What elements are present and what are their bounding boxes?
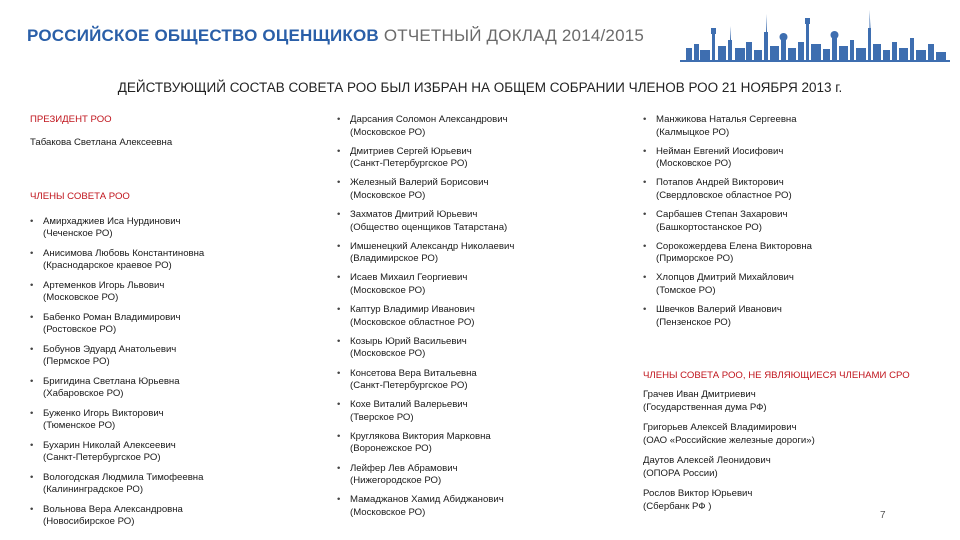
list-item: Григорьев Алексей Владимирович (ОАО «Российские железные дороги»)	[643, 422, 815, 447]
president-heading: ПРЕЗИДЕНТ РОО	[30, 114, 112, 125]
list-item: • Железный Валерий Борисович (Московское РО)	[337, 177, 627, 209]
org-name: РОССИЙСКОЕ ОБЩЕСТВО ОЦЕНЩИКОВ	[27, 26, 379, 45]
list-item: • Артеменков Игорь Львович (Московское РО)	[30, 280, 320, 312]
list-item: • Каптур Владимир Иванович (Московское областное РО)	[337, 304, 627, 336]
list-item: • Консетова Вера Витальевна (Санкт-Петербургское РО)	[337, 368, 627, 400]
list-item: • Лейфер Лев Абрамович (Нижегородское РО)	[337, 463, 627, 495]
list-item: • Дмитриев Сергей Юрьевич (Санкт-Петербургское РО)	[337, 146, 627, 178]
list-item: • Манжикова Наталья Сергеевна (Калмыцкое РО)	[643, 114, 943, 146]
list-item: • Кохе Виталий Валерьевич (Тверское РО)	[337, 399, 627, 431]
list-item: • Вологодская Людмила Тимофеевна (Калининградское РО)	[30, 472, 320, 504]
report-title: ОТЧЕТНЫЙ ДОКЛАД 2014/2015	[383, 26, 645, 45]
council-list-left	[30, 216, 320, 536]
page-number: 7	[880, 510, 886, 521]
list-item: • Сарбашев Степан Захарович (Башкортостанское РО)	[643, 209, 943, 241]
nonmembers-heading: ЧЛЕНЫ СОВЕТА РОО, НЕ ЯВЛЯЮЩИЕСЯ ЧЛЕНАМИ СРО	[643, 369, 910, 381]
list-item: • Сорокожердева Елена Викторовна (Приморское РО)	[643, 241, 943, 273]
page-headline: ДЕЙСТВУЮЩИЙ СОСТАВ СОВЕТА РОО БЫЛ ИЗБРАН НА ОБЩЕМ СОБРАНИИ ЧЛЕНОВ РОО 21 НОЯБРЯ 2013 г.	[117, 80, 843, 95]
list-item: • Швечков Валерий Иванович (Пензенское РО)	[643, 304, 943, 336]
council-list-middle	[337, 114, 627, 526]
column-middle	[337, 114, 627, 526]
column-left	[30, 114, 320, 536]
report-header	[27, 26, 644, 46]
council-list-right	[643, 114, 943, 336]
list-item: • Анисимова Любовь Константиновна (Краснодарское краевое РО)	[30, 248, 320, 280]
list-item: • Имшенецкий Александр Николаевич (Владимирское РО)	[337, 241, 627, 273]
council-heading: ЧЛЕНЫ СОВЕТА РОО	[30, 191, 130, 202]
list-item: • Козырь Юрий Васильевич (Московское РО)	[337, 336, 627, 368]
list-item: • Захматов Дмитрий Юрьевич (Общество оценщиков Татарстана)	[337, 209, 627, 241]
list-item: • Амирхаджиев Иса Нурдинович (Чеченское РО)	[30, 216, 320, 248]
list-item: • Дарсания Соломон Александрович (Московское РО)	[337, 114, 627, 146]
list-item: Грачев Иван Дмитриевич (Государственная дума РФ)	[643, 389, 767, 414]
list-item: • Бабенко Роман Владимирович (Ростовское РО)	[30, 312, 320, 344]
list-item: Даутов Алексей Леонидович (ОПОРА России)	[643, 455, 771, 480]
list-item: • Хлопцов Дмитрий Михайлович (Томское РО)	[643, 272, 943, 304]
list-item: • Вольнова Вера Александровна (Новосибирское РО)	[30, 504, 320, 536]
president-name: Табакова Светлана Алексеевна	[30, 136, 173, 148]
list-item: • Мамаджанов Хамид Абиджанович (Московское РО)	[337, 494, 627, 526]
list-item: • Бригидина Светлана Юрьевна (Хабаровское РО)	[30, 376, 320, 408]
list-item: • Бобунов Эдуард Анатольевич (Пермское РО)	[30, 344, 320, 376]
nonmembers-list	[643, 388, 943, 513]
list-item: • Буженко Игорь Викторович (Тюменское РО)	[30, 408, 320, 440]
list-item: • Исаев Михаил Георгиевич (Московское РО)	[337, 272, 627, 304]
list-item: Рослов Виктор Юрьевич (Сбербанк РФ )	[643, 488, 753, 513]
list-item: • Круглякова Виктория Марковна (Воронежское РО)	[337, 431, 627, 463]
list-item: • Бухарин Николай Алексеевич (Санкт-Петербургское РО)	[30, 440, 320, 472]
city-skyline-icon	[680, 4, 950, 64]
column-right	[643, 114, 943, 520]
list-item: • Нейман Евгений Иосифович (Московское РО)	[643, 146, 943, 178]
list-item: • Потапов Андрей Викторович (Свердловское областное РО)	[643, 177, 943, 209]
